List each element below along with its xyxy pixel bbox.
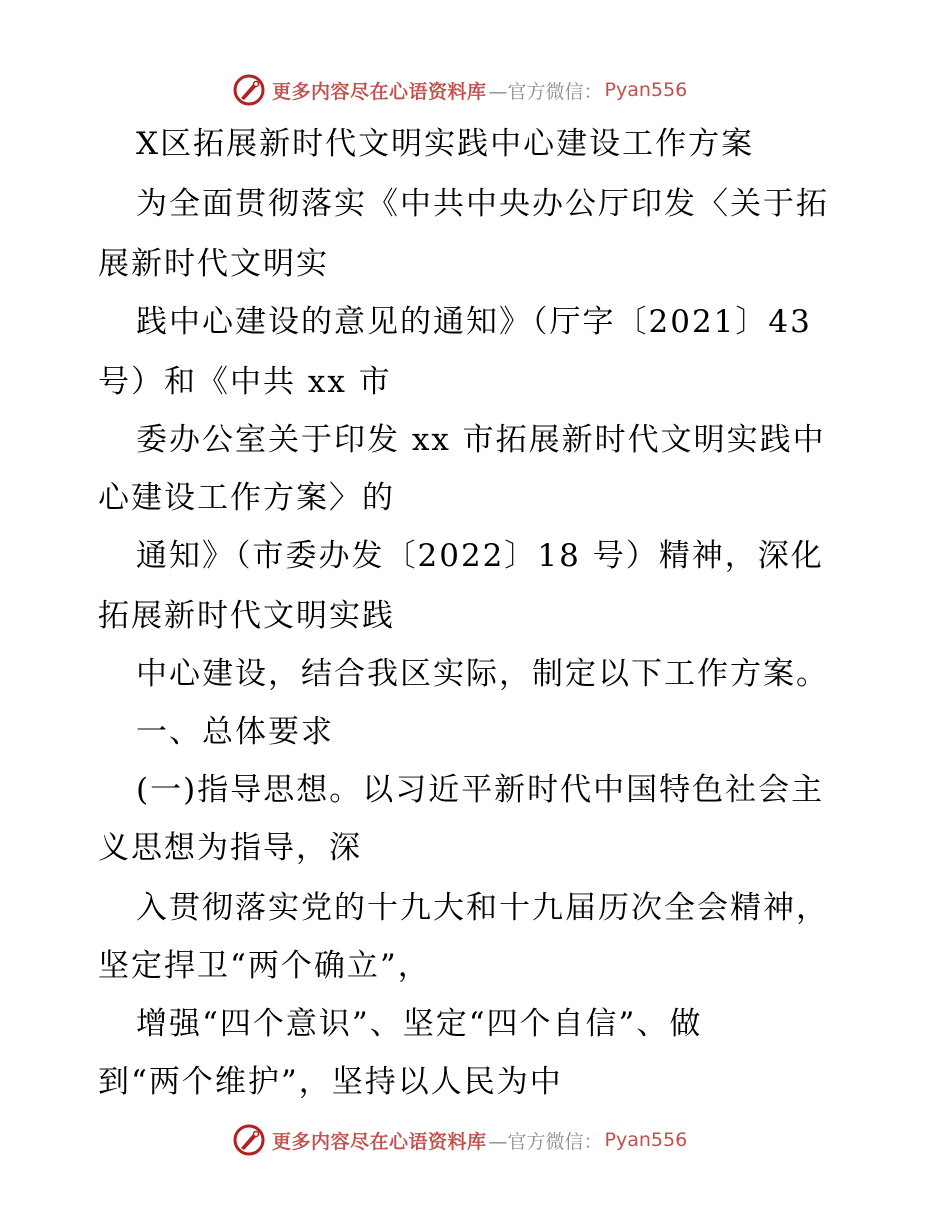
section-heading: 一、总体要求 [136, 714, 334, 750]
body-line: 通知》（市委办发〔2022〕18 号）精神，深化 [136, 538, 824, 574]
body-line: 中心建设，结合我区实际，制定以下工作方案。 [136, 656, 829, 692]
banner-separator: —官方微信： [488, 80, 603, 103]
pen-logo-icon [232, 1123, 266, 1157]
banner-wechat-id: Pyan556 [604, 1129, 688, 1151]
document-title: X区拓展新时代文明实践中心建设工作方案 [136, 126, 755, 162]
body-line: 号）和《中共 xx 市 [98, 364, 392, 400]
banner-text: 更多内容尽在心语资料库 [272, 80, 487, 103]
body-line: 坚定捍卫“两个确立”， [98, 948, 431, 984]
banner-text: 更多内容尽在心语资料库 [272, 1130, 487, 1153]
body-line: 心建设工作方案〉的 [98, 480, 395, 516]
footer-banner [232, 1120, 687, 1160]
body-line: 入贯彻落实党的十九大和十九届历次全会精神， [136, 890, 829, 926]
body-line: 委办公室关于印发 xx 市拓展新时代文明实践中 [136, 422, 826, 458]
body-line: 义思想为指导，深 [98, 830, 362, 866]
pen-logo-icon [232, 73, 266, 107]
banner-separator: —官方微信： [488, 1130, 603, 1153]
banner-wechat-id: Pyan556 [604, 79, 688, 101]
body-line: 践中心建设的意见的通知》（厅字〔2021〕43 [136, 304, 812, 340]
body-line: 拓展新时代文明实践 [98, 598, 395, 634]
body-line: 到“两个维护”，坚持以人民为中 [98, 1064, 563, 1100]
body-line: 增强“四个意识”、坚定“四个自信”、做 [136, 1006, 703, 1042]
body-line: 展新时代文明实 [98, 246, 329, 282]
header-banner [232, 70, 687, 110]
body-line: 为全面贯彻落实《中共中央办公厅印发〈关于拓 [136, 186, 829, 222]
body-line: (一)指导思想。以习近平新时代中国特色社会主 [136, 772, 825, 808]
